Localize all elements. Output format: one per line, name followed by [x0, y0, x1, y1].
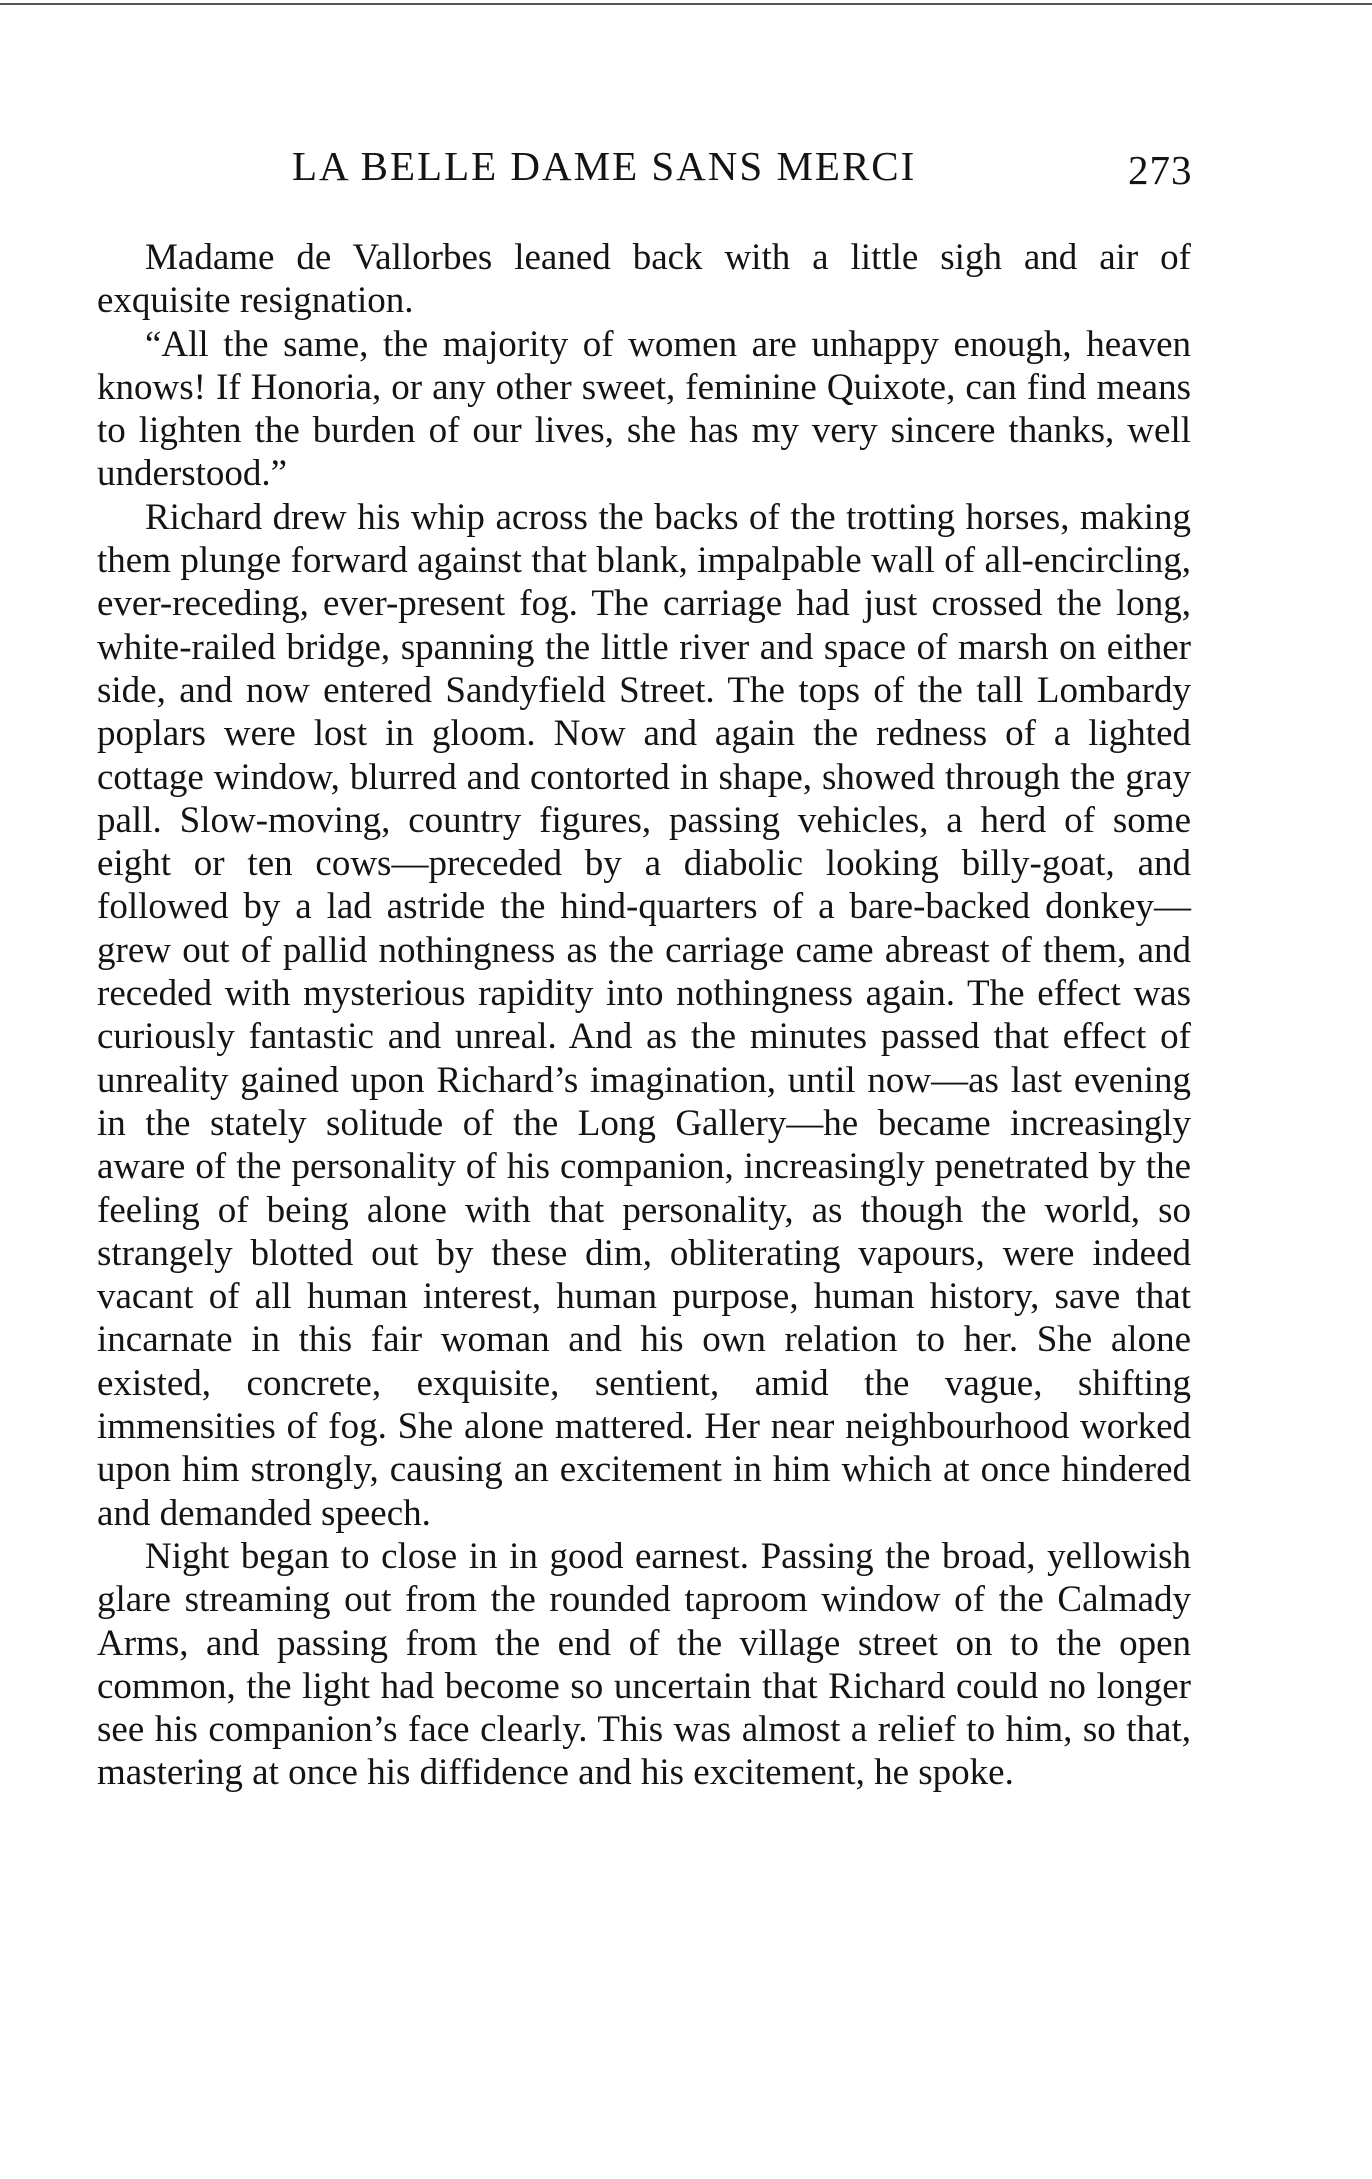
running-header [292, 142, 1192, 202]
top-edge-rule [0, 3, 1372, 5]
paragraph: “All the same, the majority of women are unhappy enough, heaven knows! If Honoria, or any other sweet, feminine Quixote, can find means to lighten the burden of our lives, she has my very sincere thanks, well understood.” [97, 323, 1191, 495]
paragraph: Richard drew his whip across the backs of the trotting horses, making them plunge forward against that blank, impalpable wall of all-encircling, ever-receding, ever-present fog. The carriage had just crossed the long, white-railed bridge, spanning the little river and space of marsh on either side, and now entered Sandyfield Street. The tops of the tall Lombardy poplars were lost in gloom. Now and again the redness of a lighted cottage window, blurred and contorted in shape, showed through the gray pall. Slow-moving, country figures, passing vehicles, a herd of some eight or ten cows—preceded by a diabolic looking billy-goat, and followed by a lad astride the hind-quarters of a bare-backed donkey—grew out of pallid nothingness as the carriage came abreast of them, and receded with mysterious rapidity into nothingness again. The effect was curiously fantastic and unreal. And as the minutes passed that effect of unreality gained upon Richard’s imagination, until now—as last evening in the stately solitude of the Long Gallery—he became increasingly aware of the personality of his companion, increasingly penetrated by the feeling of being alone with that personality, as though the world, so strangely blotted out by these dim, obliterating vapours, were indeed vacant of all human interest, human purpose, human history, save that incarnate in this fair woman and his own relation to her. She alone existed, concrete, exquisite, sentient, amid the vague, shifting immensities of fog. She alone mattered. Her near neighbourhood worked upon him strongly, causing an excitement in him which at once hindered and demanded speech. [97, 496, 1191, 1534]
running-title: LA BELLE DAME SANS MERCI [292, 143, 917, 189]
paragraph: Night began to close in in good earnest. Passing the broad, yellowish glare streaming out from the rounded taproom window of the Calmady Arms, and passing from the end of the village street on to the open common, the light had become so uncertain that Richard could no longer see his companion’s face clearly. This was almost a relief to him, so that, mastering at once his diffidence and his excitement, he spoke. [97, 1535, 1191, 1794]
body-text [97, 236, 1191, 1795]
paragraph: Madame de Vallorbes leaned back with a little sigh and air of exquisite resignation. [97, 237, 1191, 322]
page-number: 273 [1128, 147, 1193, 193]
